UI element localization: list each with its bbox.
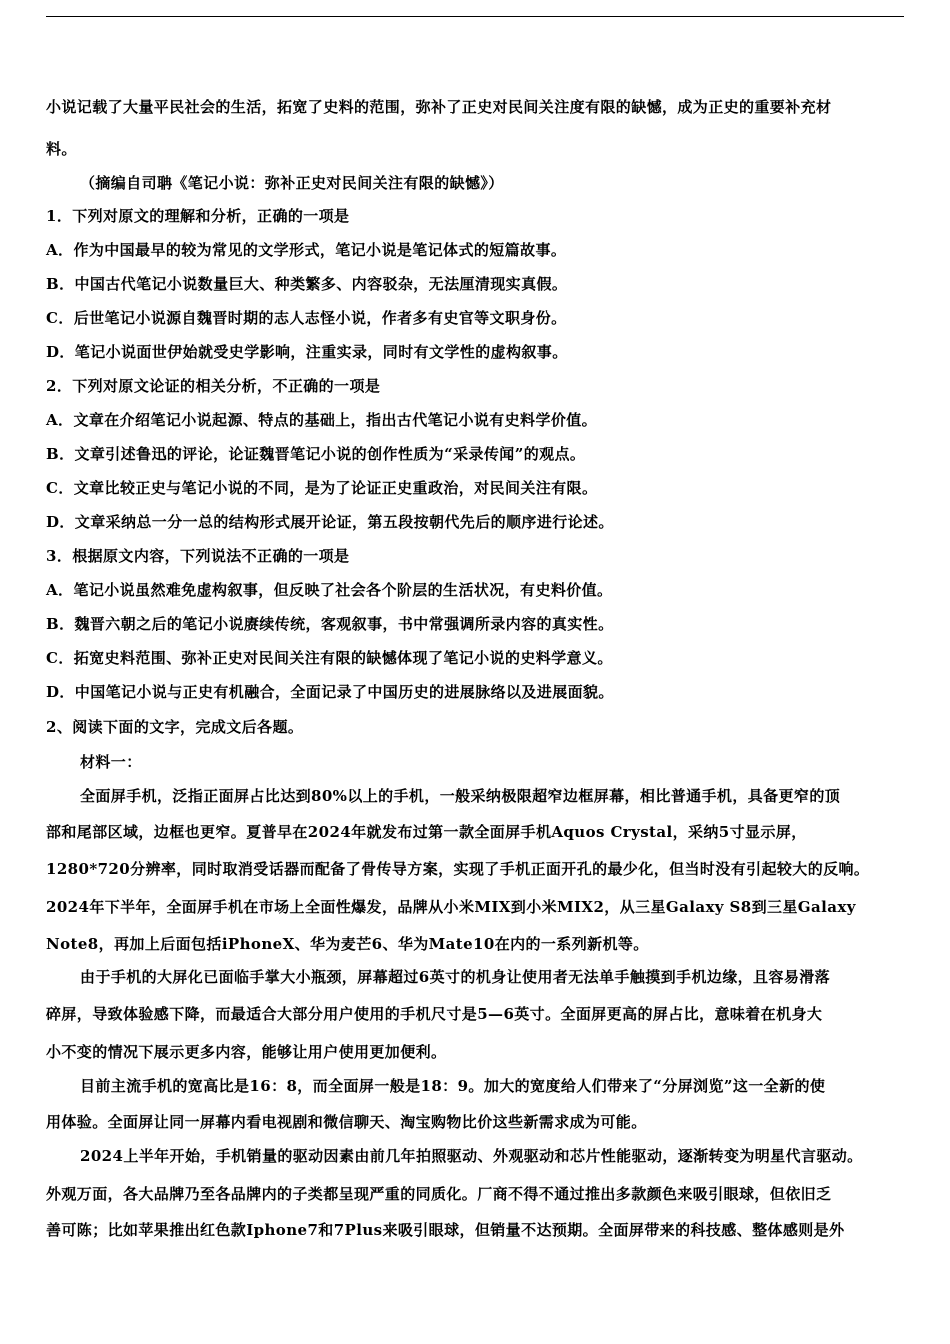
paragraph-line: Note8，再加上后面包括iPhoneX、华为麦芒6、华为Mate10在内的一系列新机等。 [46, 935, 649, 953]
paragraph-line: 由于手机的大屏化已面临手掌大小瓶颈，屏幕超过6英寸的机身让使用者无法单手触摸到手机边缘，且容易滑落 [80, 968, 831, 986]
paragraph-line: 外观万面，各大品牌乃至各品牌内的子类都呈现严重的同质化。厂商不得不通过推出多款颜色来吸引眼球，但依旧乏 [46, 1185, 832, 1203]
question-option: D．中国笔记小说与正史有机融合，全面记录了中国历史的进展脉络以及进展面貌。 [46, 683, 614, 701]
material-label: 材料一： [80, 753, 142, 771]
paragraph-line: 用体验。全面屏让同一屏幕内看电视剧和微信聊天、淘宝购物比价这些新需求成为可能。 [46, 1113, 647, 1131]
passage-line: 料。 [46, 140, 77, 158]
question-option: B．中国古代笔记小说数量巨大、种类繁多、内容驳杂，无法厘清现实真假。 [46, 275, 568, 293]
paragraph-line: 全面屏手机，泛指正面屏占比达到80%以上的手机，一般采纳极限超窄边框屏幕，相比普通手机，具备更窄的顶 [80, 787, 841, 805]
question-option: C．拓宽史料范围、弥补正史对民间关注有限的缺憾体现了笔记小说的史料学意义。 [46, 649, 613, 667]
question-option: C．文章比较正史与笔记小说的不同，是为了论证正史重政治，对民间关注有限。 [46, 479, 598, 497]
paragraph-line: 1280*720分辨率，同时取消受话器而配备了骨传导方案，实现了手机正面开孔的最少化，但当时没有引起较大的反响。 [46, 860, 870, 878]
paragraph-line: 2024年下半年，全面屏手机在市场上全面性爆发，品牌从小米MIX到小米MIX2，从三星Galaxy S8到三星Galaxy [46, 898, 856, 916]
question-option: D．文章采纳总一分一总的结构形式展开论证，第五段按朝代先后的顺序进行论述。 [46, 513, 614, 531]
paragraph-line: 善可陈；比如苹果推出红色款Iphone7和7Plus来吸引眼球，但销量不达预期。全面屏带来的科技感、整体感则是外 [46, 1221, 845, 1239]
question-option: A．文章在介绍笔记小说起源、特点的基础上，指出古代笔记小说有史料学价值。 [46, 411, 598, 429]
paragraph-line: 碎屏，导致体验感下降，而最适合大部分用户使用的手机尺寸是5—6英寸。全面屏更高的屏占比，意味着在机身大 [46, 1005, 823, 1023]
paragraph-line: 目前主流手机的宽高比是16：8，而全面屏一般是18：9。加大的宽度给人们带来了“分屏浏览”这一全新的使 [80, 1077, 826, 1095]
passage-line: 小说记载了大量平民社会的生活，拓宽了史料的范围，弥补了正史对民间关注度有限的缺憾，成为正史的重要补充材 [46, 98, 832, 116]
paragraph-line: 小不变的情况下展示更多内容，能够让用户使用更加便利。 [46, 1043, 447, 1061]
source-citation: （摘编自司聃《笔记小说：弥补正史对民间关注有限的缺憾》） [80, 174, 504, 192]
header-rule [46, 16, 904, 17]
paragraph-line: 部和尾部区域，边框也更窄。夏普早在2024年就发布过第一款全面屏手机Aquos Crystal，采纳5寸显示屏， [46, 823, 807, 841]
paragraph-line: 2024上半年开始，手机销量的驱动因素由前几年拍照驱动、外观驱动和芯片性能驱动，逐渐转变为明星代言驱动。 [80, 1147, 863, 1165]
section-heading: 2、阅读下面的文字，完成文后各题。 [46, 718, 304, 736]
question-stem: 1．下列对原文的理解和分析，正确的一项是 [46, 207, 350, 225]
question-option: B．魏晋六朝之后的笔记小说赓续传统，客观叙事，书中常强调所录内容的真实性。 [46, 615, 614, 633]
question-option: D．笔记小说面世伊始就受史学影响，注重实录，同时有文学性的虚构叙事。 [46, 343, 568, 361]
question-stem: 3．根据原文内容，下列说法不正确的一项是 [46, 547, 350, 565]
question-option: A．笔记小说虽然难免虚构叙事，但反映了社会各个阶层的生活状况，有史料价值。 [46, 581, 613, 599]
question-option: A．作为中国最早的较为常见的文学形式，笔记小说是笔记体式的短篇故事。 [46, 241, 567, 259]
question-stem: 2．下列对原文论证的相关分析，不正确的一项是 [46, 377, 381, 395]
question-option: C．后世笔记小说源自魏晋时期的志人志怪小说，作者多有史官等文职身份。 [46, 309, 567, 327]
question-option: B．文章引述鲁迅的评论，论证魏晋笔记小说的创作性质为“采录传闻”的观点。 [46, 445, 586, 463]
